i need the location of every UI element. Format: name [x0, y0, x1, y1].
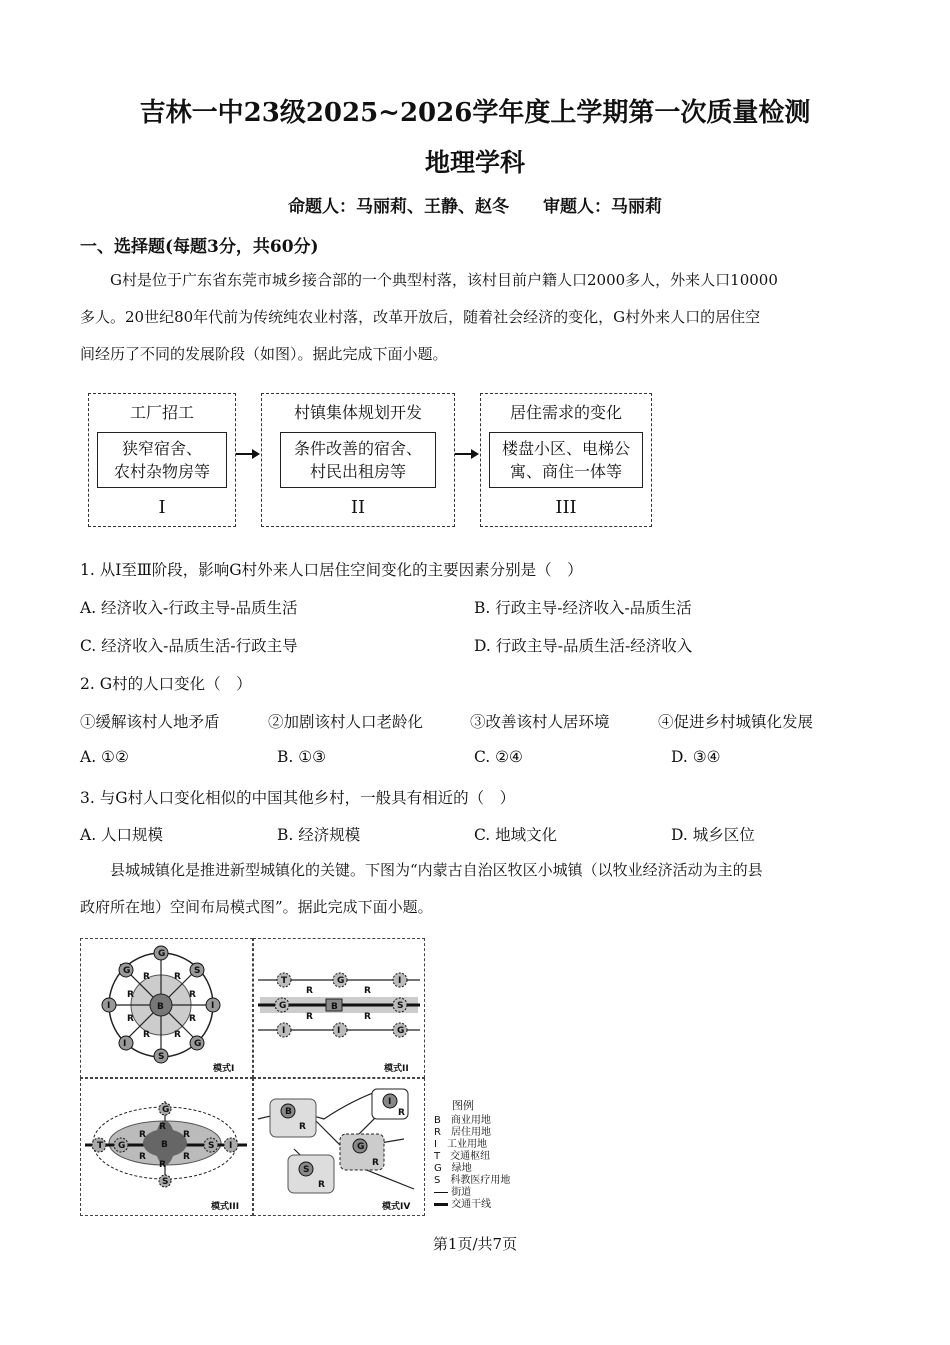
svg-text:S: S [162, 1177, 169, 1187]
flow-body-line: 农村杂物房等 [113, 462, 210, 481]
svg-text:R: R [143, 972, 150, 982]
svg-text:B: B [285, 1107, 292, 1117]
svg-text:T: T [97, 1141, 104, 1151]
legend-item: I 工业用地 [434, 1139, 487, 1150]
intro-line: 县城城镇化是推进新型城镇化的关键。下图为“内蒙古自治区牧区小城镇（以牧业经济活动为主的县 [110, 861, 763, 879]
flow-body-line: 狭窄宿舍、 [121, 439, 202, 458]
legend-item-arterial: 交通干线 [434, 1199, 530, 1211]
svg-text:R: R [183, 1152, 190, 1162]
stage-label: II [350, 497, 366, 518]
svg-text:G: G [194, 1039, 202, 1049]
question-2: 2. G村的人口变化（ ） [80, 675, 252, 693]
svg-text:S: S [303, 1165, 310, 1175]
svg-text:I: I [398, 976, 402, 986]
flow-head: 工厂招工 [129, 403, 194, 422]
intro-paragraph-1 [80, 262, 880, 373]
legend-item: T 交通枢纽 [434, 1151, 491, 1162]
option[interactable]: A. 人口规模 [80, 826, 164, 844]
intro-line: G村是位于广东省东莞市城乡接合部的一个典型村落，该村目前户籍人口2000多人，外来人口10000 [110, 271, 778, 289]
exam-title: 吉林一中23级2025~2026学年度上学期第一次质量检测 [139, 98, 811, 128]
statement: ③改善该村人居环境 [470, 713, 610, 731]
intro-line: 间经历了不同的发展阶段（如图）。据此完成下面小题。 [80, 345, 448, 363]
svg-text:R: R [364, 986, 371, 996]
svg-text:R: R [183, 1130, 190, 1140]
svg-text:T: T [281, 976, 288, 986]
svg-text:G: G [279, 1001, 287, 1011]
section-heading: 一、选择题(每题3分，共60分) [80, 237, 319, 257]
svg-text:R: R [139, 1152, 146, 1162]
legend-item: G 绿地 [434, 1163, 472, 1174]
flow-body-line: 条件改善的宿舍、 [293, 439, 422, 458]
option[interactable]: D. 行政主导-品质生活-经济收入 [474, 637, 693, 655]
option[interactable]: D. ③④ [671, 748, 721, 766]
mode-1-panel [80, 938, 253, 1078]
svg-text:G: G [118, 1141, 126, 1151]
mode-figure [80, 938, 530, 1218]
mode-4-panel [253, 1078, 425, 1216]
svg-text:I: I [337, 1026, 341, 1036]
svg-text:I: I [211, 1001, 215, 1011]
statement: ①缓解该村人地矛盾 [80, 713, 220, 731]
mode-3-diagram [81, 1079, 252, 1215]
svg-text:S: S [194, 966, 201, 976]
mode-3-panel [80, 1078, 253, 1216]
option[interactable]: A. 经济收入-行政主导-品质生活 [80, 599, 298, 617]
flow-diagram [88, 393, 868, 528]
intro-line: 多人。20世纪80年代前为传统纯农业村落，改革开放后，随着社会经济的变化，G村外来人口的居住空 [80, 308, 761, 326]
svg-text:R: R [174, 1030, 181, 1040]
option[interactable]: C. 经济收入-品质生活-行政主导 [80, 637, 298, 655]
svg-text:R: R [372, 1158, 379, 1168]
svg-text:I: I [388, 1097, 392, 1107]
svg-text:G: G [158, 949, 166, 959]
arrow-head [471, 449, 479, 459]
subject-title: 地理学科 [424, 148, 525, 177]
stage-label: I [158, 497, 166, 518]
mode-label: 模式IV [382, 1202, 411, 1212]
flow-body-line: 村民出租房等 [309, 462, 406, 481]
option[interactable]: A. ①② [80, 748, 129, 766]
mode-label: 模式II [384, 1064, 409, 1074]
svg-text:R: R [174, 972, 181, 982]
svg-text:R: R [127, 990, 134, 1000]
svg-text:R: R [189, 1014, 196, 1024]
svg-text:G: G [123, 966, 131, 976]
svg-text:R: R [189, 990, 196, 1000]
intro-line: 政府所在地）空间布局模式图”。据此完成下面小题。 [80, 898, 433, 916]
flow-head: 居住需求的变化 [509, 403, 622, 422]
svg-text:R: R [306, 986, 313, 996]
svg-text:I: I [123, 1039, 127, 1049]
svg-text:G: G [337, 976, 345, 986]
mode-4-diagram [254, 1079, 424, 1215]
legend-title: 图例 [452, 1099, 474, 1112]
svg-text:B: B [161, 1140, 168, 1150]
option[interactable]: B. ①③ [277, 748, 327, 766]
option[interactable]: C. ②④ [474, 748, 523, 766]
svg-text:I: I [282, 1026, 286, 1036]
authors-line [0, 192, 950, 217]
svg-text:R: R [318, 1180, 325, 1190]
mode-2-diagram [254, 939, 424, 1077]
svg-text:R: R [139, 1130, 146, 1140]
intro-paragraph-2 [80, 852, 880, 926]
svg-text:S: S [208, 1141, 215, 1151]
svg-text:G: G [162, 1105, 170, 1115]
figure-legend [434, 1100, 530, 1211]
svg-text:B: B [157, 1002, 164, 1012]
option[interactable]: C. 地域文化 [474, 826, 558, 844]
option[interactable]: D. 城乡区位 [671, 826, 755, 844]
svg-text:R: R [159, 1160, 166, 1170]
svg-text:R: R [143, 1030, 150, 1040]
svg-text:G: G [357, 1142, 365, 1152]
question-3: 3. 与G村人口变化相似的中国其他乡村，一般具有相近的（ ） [80, 789, 516, 807]
flow-body-line: 寓、商住一体等 [509, 462, 622, 481]
svg-text:B: B [331, 1002, 338, 1012]
flow-body-line: 楼盘小区、电梯公 [501, 439, 630, 458]
option[interactable]: B. 行政主导-经济收入-品质生活 [474, 599, 692, 617]
legend-item-street: 街道 [434, 1187, 530, 1199]
svg-text:R: R [306, 1012, 313, 1022]
svg-text:S: S [397, 1001, 404, 1011]
mode-label: 模式I [213, 1064, 235, 1074]
option[interactable]: B. 经济规模 [277, 826, 361, 844]
statement: ④促进乡村城镇化发展 [658, 713, 814, 731]
statement: ②加剧该村人口老龄化 [268, 713, 424, 731]
svg-text:R: R [159, 1122, 166, 1132]
mode-2-panel [253, 938, 425, 1078]
reviewer: 审题人：马丽莉 [543, 197, 662, 217]
legend-item: R 居住用地 [434, 1127, 491, 1138]
svg-text:R: R [299, 1122, 306, 1132]
question-1: 1. 从Ⅰ至Ⅲ阶段，影响G村外来人口居住空间变化的主要因素分别是（ ） [80, 561, 583, 579]
page-footer: 第1页/共7页 [432, 1235, 518, 1253]
svg-text:R: R [127, 1014, 134, 1024]
svg-text:R: R [364, 1012, 371, 1022]
arrow-head [252, 449, 260, 459]
legend-item: S 科教医疗用地 [434, 1175, 511, 1186]
stage-label: III [555, 497, 577, 518]
svg-text:S: S [158, 1052, 165, 1062]
legend-item: B 商业用地 [434, 1115, 491, 1126]
flow-head: 村镇集体规划开发 [293, 403, 422, 422]
svg-text:I: I [107, 1001, 111, 1011]
authors: 命题人：马丽莉、王静、赵冬 [288, 197, 509, 217]
flow-arrows [88, 393, 868, 528]
svg-text:I: I [229, 1141, 233, 1151]
svg-text:R: R [398, 1108, 405, 1118]
svg-text:G: G [397, 1026, 405, 1036]
mode-1-diagram [81, 939, 252, 1077]
mode-label: 模式III [211, 1202, 240, 1212]
